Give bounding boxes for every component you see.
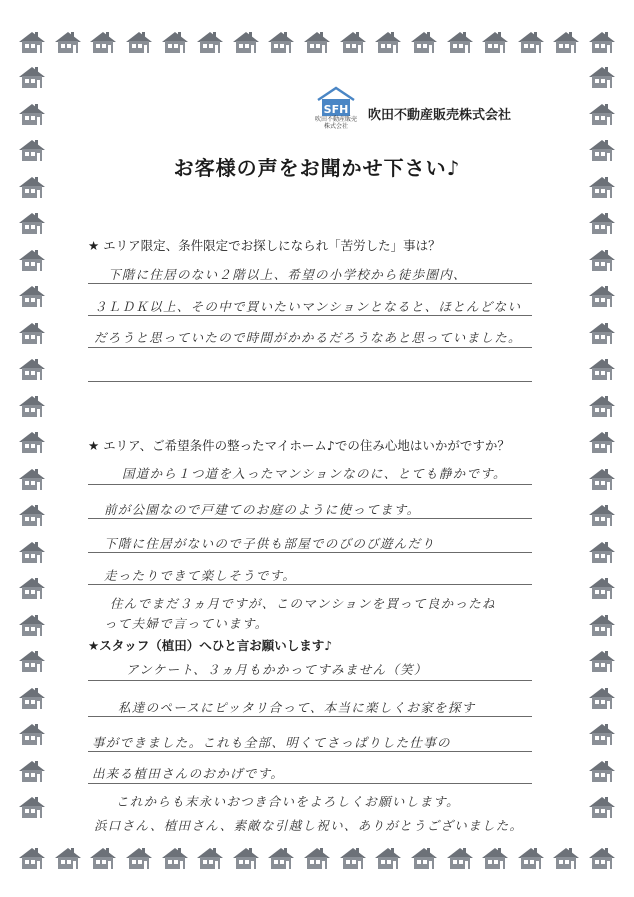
answer-2-line-4: 走ったりできて楽しそうです。 [104,568,297,583]
house-icon [588,284,616,308]
page-title: お客様の声をお聞かせ下さい♪ [173,156,461,180]
answer-rule [88,584,532,585]
question-3: ★スタッフ（植田）へひと言お願いします♪ [88,638,333,653]
house-icon [303,30,331,54]
house-icon [54,30,82,54]
house-icon [18,686,46,710]
house-icon [125,846,153,870]
house-icon [18,30,46,54]
answer-3-line-1: アンケート、３ヵ月もかかってすみません（笑） [126,662,428,677]
house-icon [588,846,616,870]
house-icon [588,576,616,600]
house-icon [517,846,545,870]
house-icon [18,65,46,89]
logo-caption-line-1: 吹田不動産販売 [314,116,357,123]
house-icon [196,30,224,54]
answer-rule [88,283,532,284]
house-icon [588,430,616,454]
house-icon [267,846,295,870]
house-icon [588,722,616,746]
house-logo-icon [314,86,358,118]
house-icon [588,759,616,783]
house-icon [552,846,580,870]
house-icon [339,846,367,870]
house-icon [446,30,474,54]
house-icon [410,846,438,870]
house-icon [196,846,224,870]
house-icon [588,649,616,673]
house-icon [18,102,46,126]
house-icon [588,686,616,710]
answer-3-line-5: これからも末永いおつき合いをよろしくお願いします。 [116,794,460,809]
house-icon [588,102,616,126]
answer-3-line-6: 浜口さん、植田さん、素敵な引越し祝い、ありがとうございました。 [94,818,524,833]
house-icon [481,846,509,870]
answer-rule [88,783,532,784]
logo-caption [308,116,364,130]
answer-1-line-1: 下階に住居のない２階以上、希望の小学校から徒歩圏内、 [108,267,467,282]
house-icon [161,30,189,54]
house-icon [18,430,46,454]
company-name: 吹田不動産販売株式会社 [368,108,512,123]
house-icon [18,503,46,527]
house-icon [588,503,616,527]
house-icon [18,649,46,673]
house-icon [18,795,46,819]
logo-caption-line-2: 株式会社 [323,123,348,130]
house-icon [446,846,474,870]
house-icon [18,211,46,235]
question-2: ★ エリア、ご希望条件の整ったマイホーム♪での住み心地はいかがですか？ [88,438,510,453]
house-icon [18,540,46,564]
answer-rule [88,315,532,316]
answer-rule [88,381,532,382]
house-icon [125,30,153,54]
answer-3-line-3: 事ができました。これも全部、明くてさっぱりした仕事の [92,735,451,750]
answer-3-line-2: 私達のペースにピッタリ合って、本当に楽しくお家を探す [118,700,476,715]
house-icon [588,211,616,235]
house-icon [267,30,295,54]
answer-rule [88,552,532,553]
house-icon [232,30,260,54]
house-icon [18,248,46,272]
house-icon [588,357,616,381]
house-icon [588,248,616,272]
company-logo [314,86,358,132]
house-icon [18,394,46,418]
house-icon [339,30,367,54]
house-icon [588,394,616,418]
answer-1-line-2: ３ＬＤＫ以上、その中で買いたいマンションとなると、ほとんどない [94,299,522,314]
answer-1-line-3: だろうと思っていたので時間がかかるだろうなあと思っていました。 [94,330,522,345]
house-icon [588,467,616,491]
answer-rule [88,680,532,681]
house-icon [161,846,189,870]
question-1: ★ エリア限定、条件限定でお探しになられ「苦労した」事は？ [88,238,441,253]
house-icon [89,846,117,870]
house-icon [588,613,616,637]
house-icon [588,795,616,819]
house-icon [89,30,117,54]
house-icon [18,722,46,746]
answer-rule [88,347,532,348]
house-icon [517,30,545,54]
house-icon [588,540,616,564]
answer-rule [88,484,532,485]
house-icon [232,846,260,870]
house-icon [588,321,616,345]
answer-rule [88,716,532,717]
house-icon [18,284,46,308]
house-icon [374,846,402,870]
house-icon [18,613,46,637]
house-icon [588,30,616,54]
answer-rule [88,518,532,519]
house-icon [374,30,402,54]
answer-2-line-5: 住んでまだ３ヵ月ですが、このマンションを買って良かったね [110,596,496,611]
house-icon [18,846,46,870]
house-icon [18,759,46,783]
answer-2-line-2: 前が公園なので戸建てのお庭のように使ってます。 [104,502,421,517]
house-icon [552,30,580,54]
answer-3-line-4: 出来る植田さんのおかげです。 [92,766,285,781]
house-icon [410,30,438,54]
house-icon [18,321,46,345]
answer-2-line-6: って夫婦で言っています。 [104,616,269,631]
house-icon [18,467,46,491]
answer-rule [88,751,532,752]
house-icon [54,846,82,870]
house-icon [481,30,509,54]
house-icon [18,576,46,600]
logo-letters: SFH [323,103,349,116]
house-icon [588,65,616,89]
answer-2-line-1: 国道から１つ道を入ったマンションなのに、とても静かです。 [122,466,507,481]
house-icon [18,357,46,381]
house-icon [303,846,331,870]
answer-2-line-3: 下階に住居がないので子供も部屋でのびのび遊んだり [104,536,436,551]
